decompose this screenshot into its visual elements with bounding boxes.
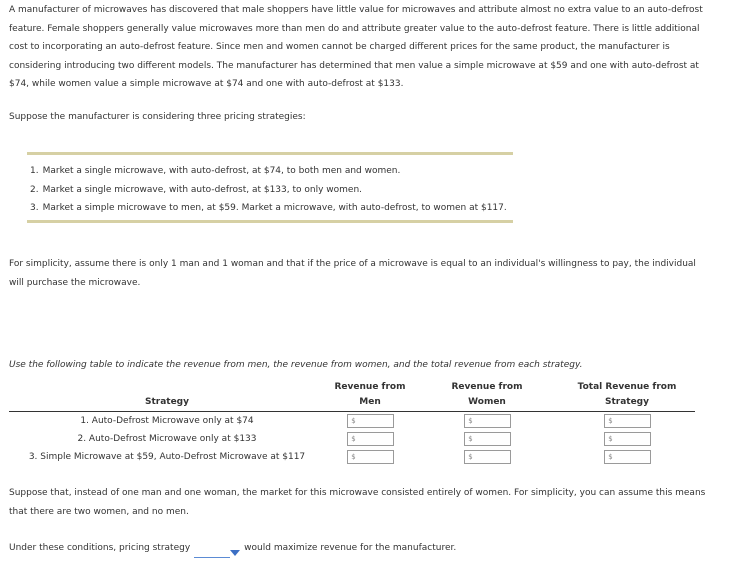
dollar-sign: $ (608, 417, 613, 425)
strategy-dropdown[interactable] (194, 547, 240, 558)
intro-paragraph: A manufacturer of microwaves has discovered that male shoppers have little value for microwaves and attribute almost no extra value to an auto-defrost feature. Female shoppers generally value microwaves more than men do and attribute greater value to the auto-defrost feature. There is little additional cost to incorporating an auto-defrost feature. Since men and women cannot be charged different prices for the same product, the manufacturer is considering introducing two different models. The manufacturer has determined that men value a simple microwave at $59 and one with auto-defrost at $74, while women value a simple microwave at $74 and one with auto-defrost at $133. (9, 5, 703, 89)
table-row (9, 448, 695, 466)
revenue-men-field[interactable] (347, 432, 394, 446)
revenue-total-field[interactable] (604, 414, 651, 428)
dollar-sign: $ (468, 417, 473, 425)
dollar-sign: $ (608, 453, 613, 461)
revenue-total-field[interactable] (604, 450, 651, 464)
strategies-box (27, 152, 513, 223)
dropdown-selected-value[interactable] (194, 547, 230, 558)
revenue-men-input[interactable] (358, 415, 392, 427)
revenue-women-field[interactable] (464, 414, 511, 428)
revenue-men-input[interactable] (358, 451, 392, 463)
strategy-item: 2. Market a single microwave, with auto-defrost, at $133, to only women. (30, 184, 363, 195)
dollar-sign: $ (468, 435, 473, 443)
header-men-line1: Revenue from (334, 382, 406, 392)
strategies-intro: Suppose the manufacturer is considering three pricing strategies: (9, 112, 306, 122)
revenue-women-input[interactable] (475, 433, 509, 445)
revenue-women-input[interactable] (475, 415, 509, 427)
conditions-prefix: Under these conditions, pricing strategy (9, 543, 191, 553)
header-total-line2: Strategy (559, 395, 695, 412)
row-strategy-label: 2. Auto-Defrost Microwave only at $133 (77, 434, 257, 444)
dollar-sign: $ (468, 453, 473, 461)
header-total-line1: Total Revenue from (577, 382, 677, 392)
row-strategy-label: 3. Simple Microwave at $59, Auto-Defrost Microwave at $117 (28, 452, 306, 462)
dollar-sign: $ (351, 417, 356, 425)
table-row (9, 430, 695, 448)
revenue-total-input[interactable] (615, 451, 649, 463)
revenue-total-field[interactable] (604, 432, 651, 446)
table-instruction: Use the following table to indicate the revenue from men, the revenue from women, and the total revenue from each strategy. (9, 360, 583, 370)
dollar-sign: $ (608, 435, 613, 443)
dollar-sign: $ (351, 435, 356, 443)
revenue-women-input[interactable] (475, 451, 509, 463)
revenue-men-input[interactable] (358, 433, 392, 445)
simplicity-paragraph: For simplicity, assume there is only 1 man and 1 woman and that if the price of a microwave is equal to an individual's willingness to pay, the individual will purchase the microwave. (9, 259, 696, 288)
women-market-paragraph: Suppose that, instead of one man and one woman, the market for this microwave consisted entirely of women. For simplicity, you can assume this means that there are two women, and no men. (9, 488, 706, 517)
conditions-suffix: would maximize revenue for the manufacturer. (244, 543, 457, 553)
revenue-table (9, 380, 695, 466)
conditions-sentence (9, 539, 456, 558)
strategy-item: 1. Market a single microwave, with auto-defrost, at $74, to both men and women. (30, 166, 401, 176)
header-women-line1: Revenue from (451, 382, 523, 392)
strategies-list (27, 162, 513, 218)
header-men-line2: Men (325, 395, 415, 412)
revenue-men-field[interactable] (347, 414, 394, 428)
revenue-men-field[interactable] (347, 450, 394, 464)
revenue-total-input[interactable] (615, 433, 649, 445)
table-row (9, 412, 695, 431)
revenue-total-input[interactable] (615, 415, 649, 427)
header-strategy: Strategy (9, 395, 325, 412)
chevron-down-icon[interactable] (230, 550, 240, 556)
row-strategy-label: 1. Auto-Defrost Microwave only at $74 (80, 416, 254, 426)
strategy-item: 3. Market a simple microwave to men, at $59. Market a microwave, with auto-defrost, to women at $117. (30, 203, 507, 213)
header-women-line2: Women (415, 395, 559, 412)
dollar-sign: $ (351, 453, 356, 461)
revenue-women-field[interactable] (464, 450, 511, 464)
revenue-women-field[interactable] (464, 432, 511, 446)
